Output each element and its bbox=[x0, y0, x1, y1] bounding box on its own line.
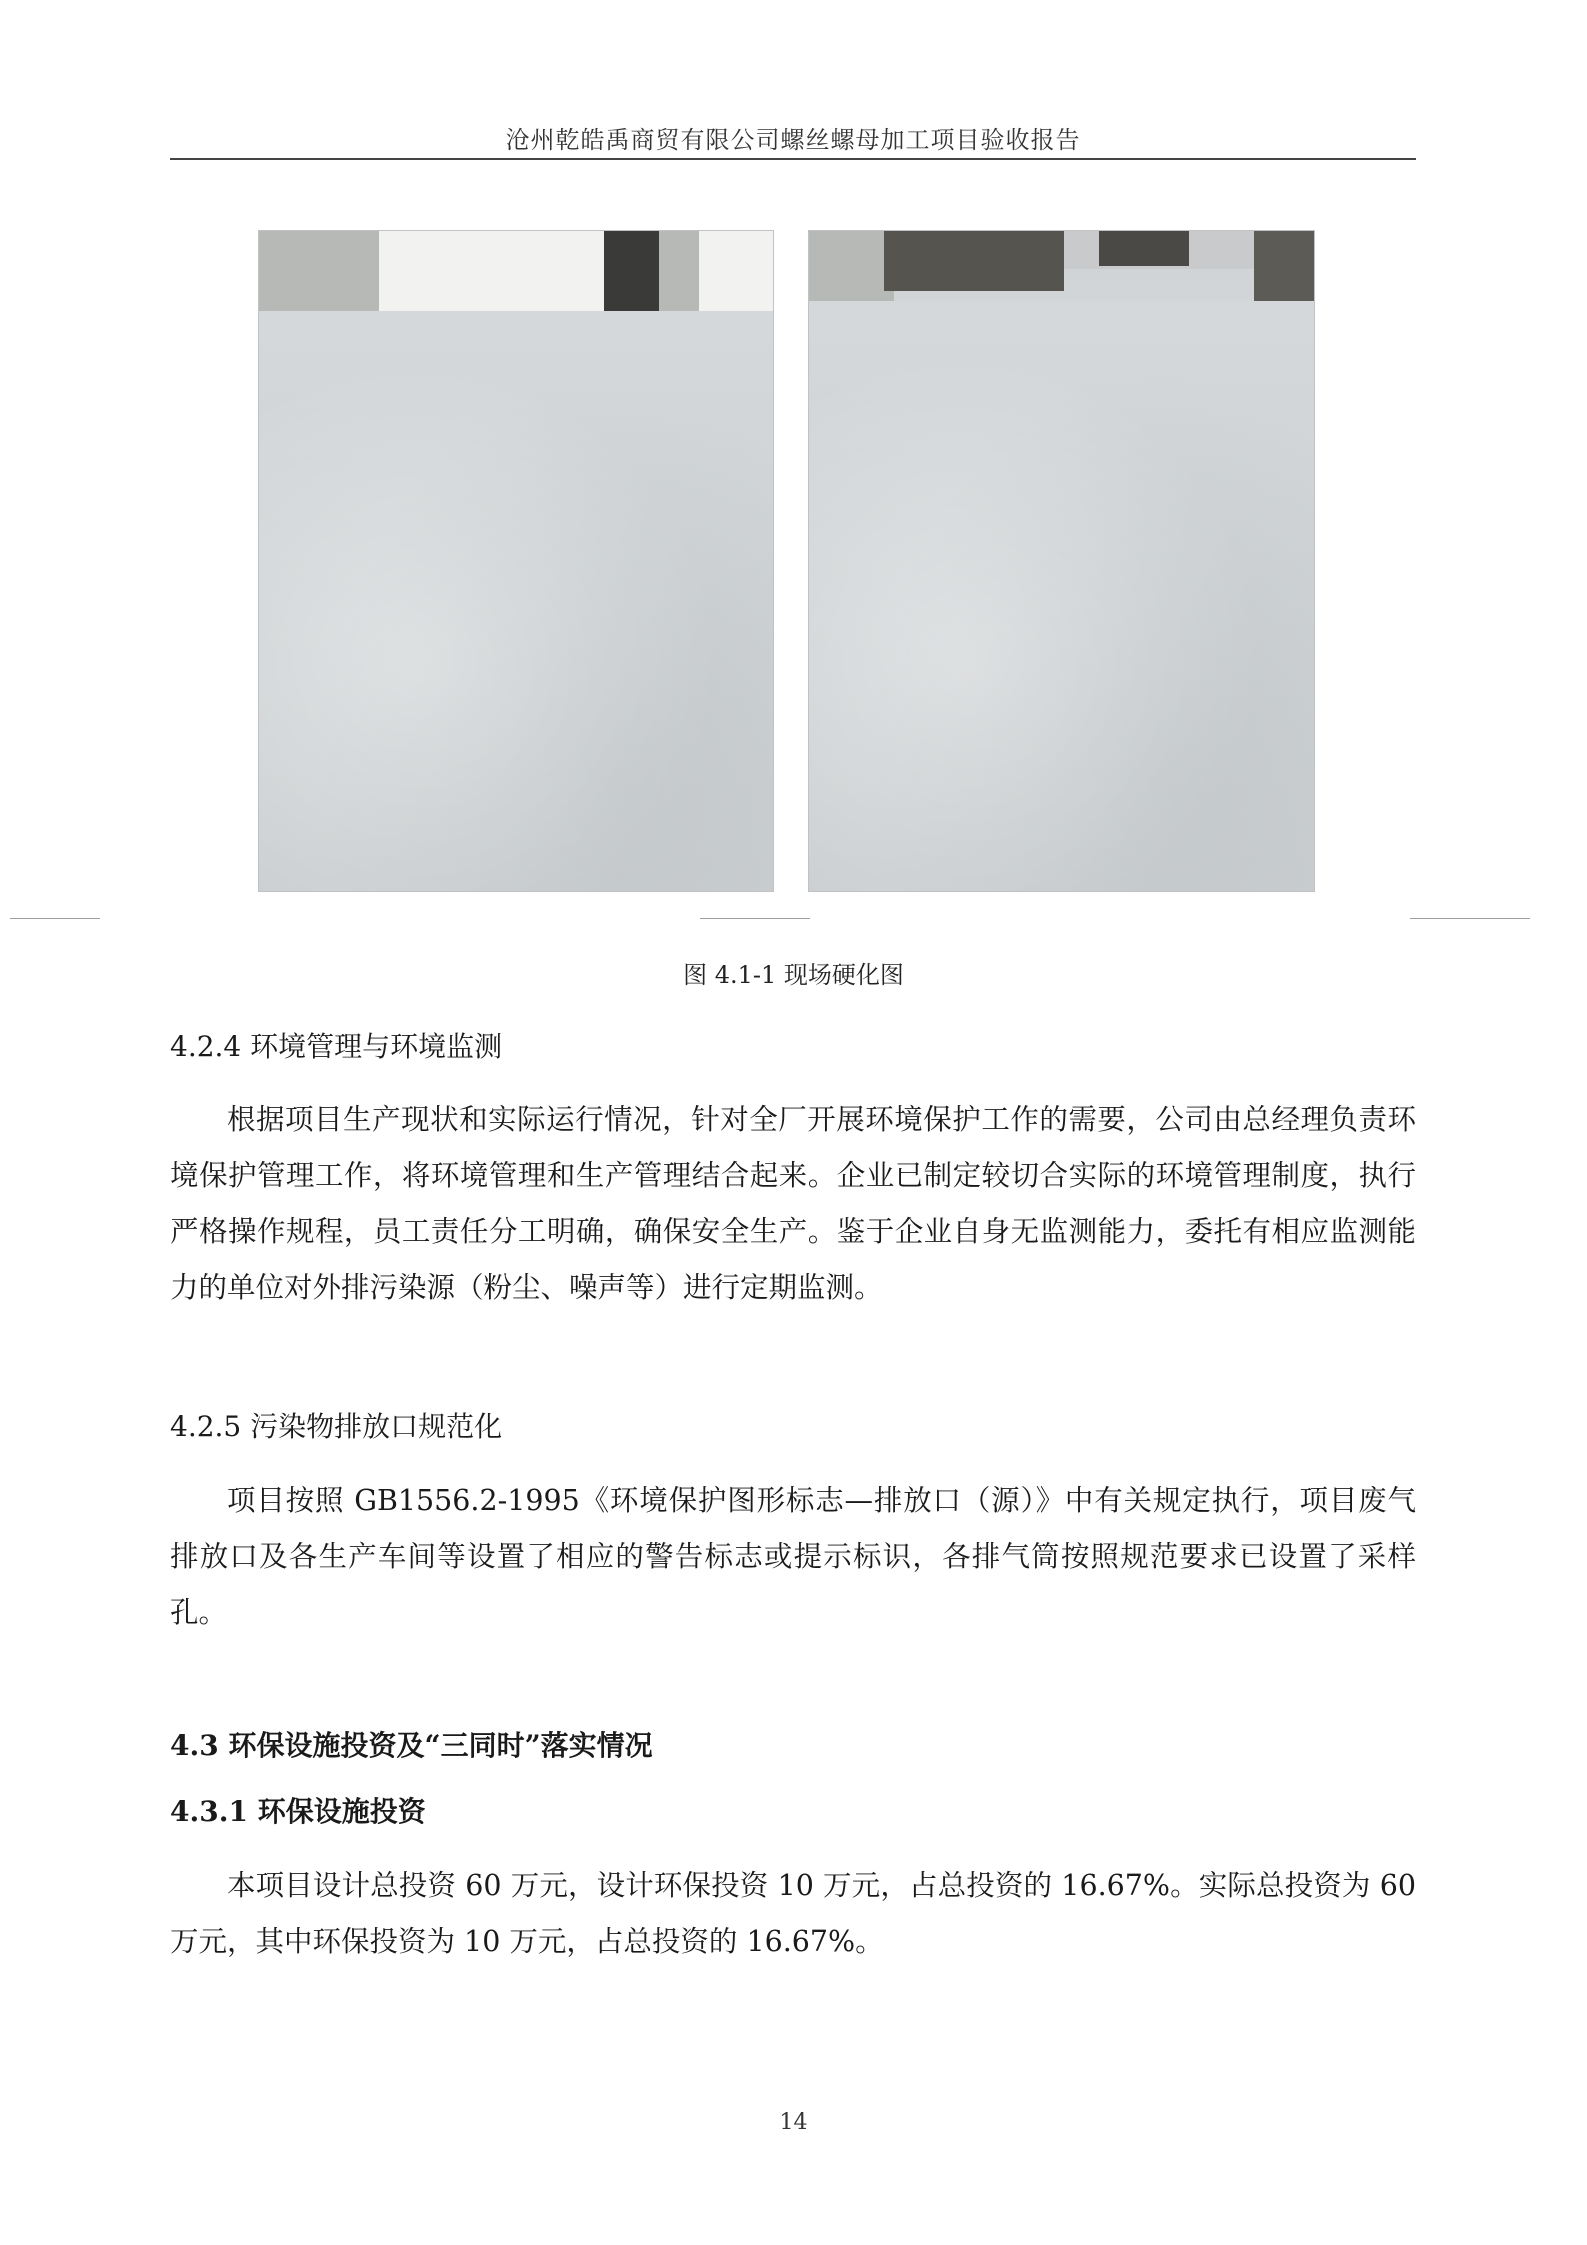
scan-edge-line bbox=[10, 918, 100, 919]
photo-stacked-coils bbox=[884, 231, 1064, 291]
header-divider bbox=[170, 158, 1416, 160]
figure-caption: 图 4.1-1 现场硬化图 bbox=[683, 961, 904, 989]
section-paragraph-4-2-5: 项目按照 GB1556.2-1995《环境保护图形标志—排放口（源）》中有关规定执行，项目废气排放口及各生产车间等设置了相应的警告标志或提示标识，各排气筒按照规范要求已设置了采样孔。 bbox=[170, 1484, 1416, 1629]
photo-white-door bbox=[379, 231, 604, 311]
photo-dark-doorway bbox=[604, 231, 659, 316]
running-header: 沧州乾皓禹商贸有限公司螺丝螺母加工项目验收报告 bbox=[505, 126, 1081, 154]
scan-edge-line bbox=[700, 918, 810, 919]
section-heading-4-2-5: 4.2.5 污染物排放口规范化 bbox=[170, 1410, 503, 1443]
section-paragraph-4-3-1: 本项目设计总投资 60 万元，设计环保投资 10 万元，占总投资的 16.67%。实际总投资为 60 万元，其中环保投资为 10 万元，占总投资的 16.67%。 bbox=[170, 1869, 1416, 1958]
photo-gate bbox=[1099, 231, 1189, 266]
page-number: 14 bbox=[779, 2110, 808, 2135]
section-heading-4-3: 4.3 环保设施投资及“三同时”落实情况 bbox=[170, 1729, 653, 1762]
photo-wall-segment bbox=[659, 231, 699, 321]
section-heading-4-3-1: 4.3.1 环保设施投资 bbox=[170, 1795, 426, 1828]
site-photo-right bbox=[808, 230, 1315, 892]
section-paragraph-4-2-4: 根据项目生产现状和实际运行情况，针对全厂开展环境保护工作的需要，公司由总经理负责环境保护管理工作，将环境管理和生产管理结合起来。企业已制定较切合实际的环境管理制度，执行严格操作规程，员工责任分工明确，确保安全生产。鉴于企业自身无监测能力，委托有相应监测能力的单位对外排污染源（粉尘、噪声等）进行定期监测。 bbox=[170, 1103, 1416, 1304]
scan-edge-line bbox=[1410, 918, 1530, 919]
site-photo-left bbox=[258, 230, 774, 892]
photo-stacked-material bbox=[1254, 231, 1314, 306]
photo-concrete-floor bbox=[259, 311, 773, 891]
photo-concrete-floor bbox=[809, 301, 1314, 891]
section-heading-4-2-4: 4.2.4 环境管理与环境监测 bbox=[170, 1030, 503, 1063]
